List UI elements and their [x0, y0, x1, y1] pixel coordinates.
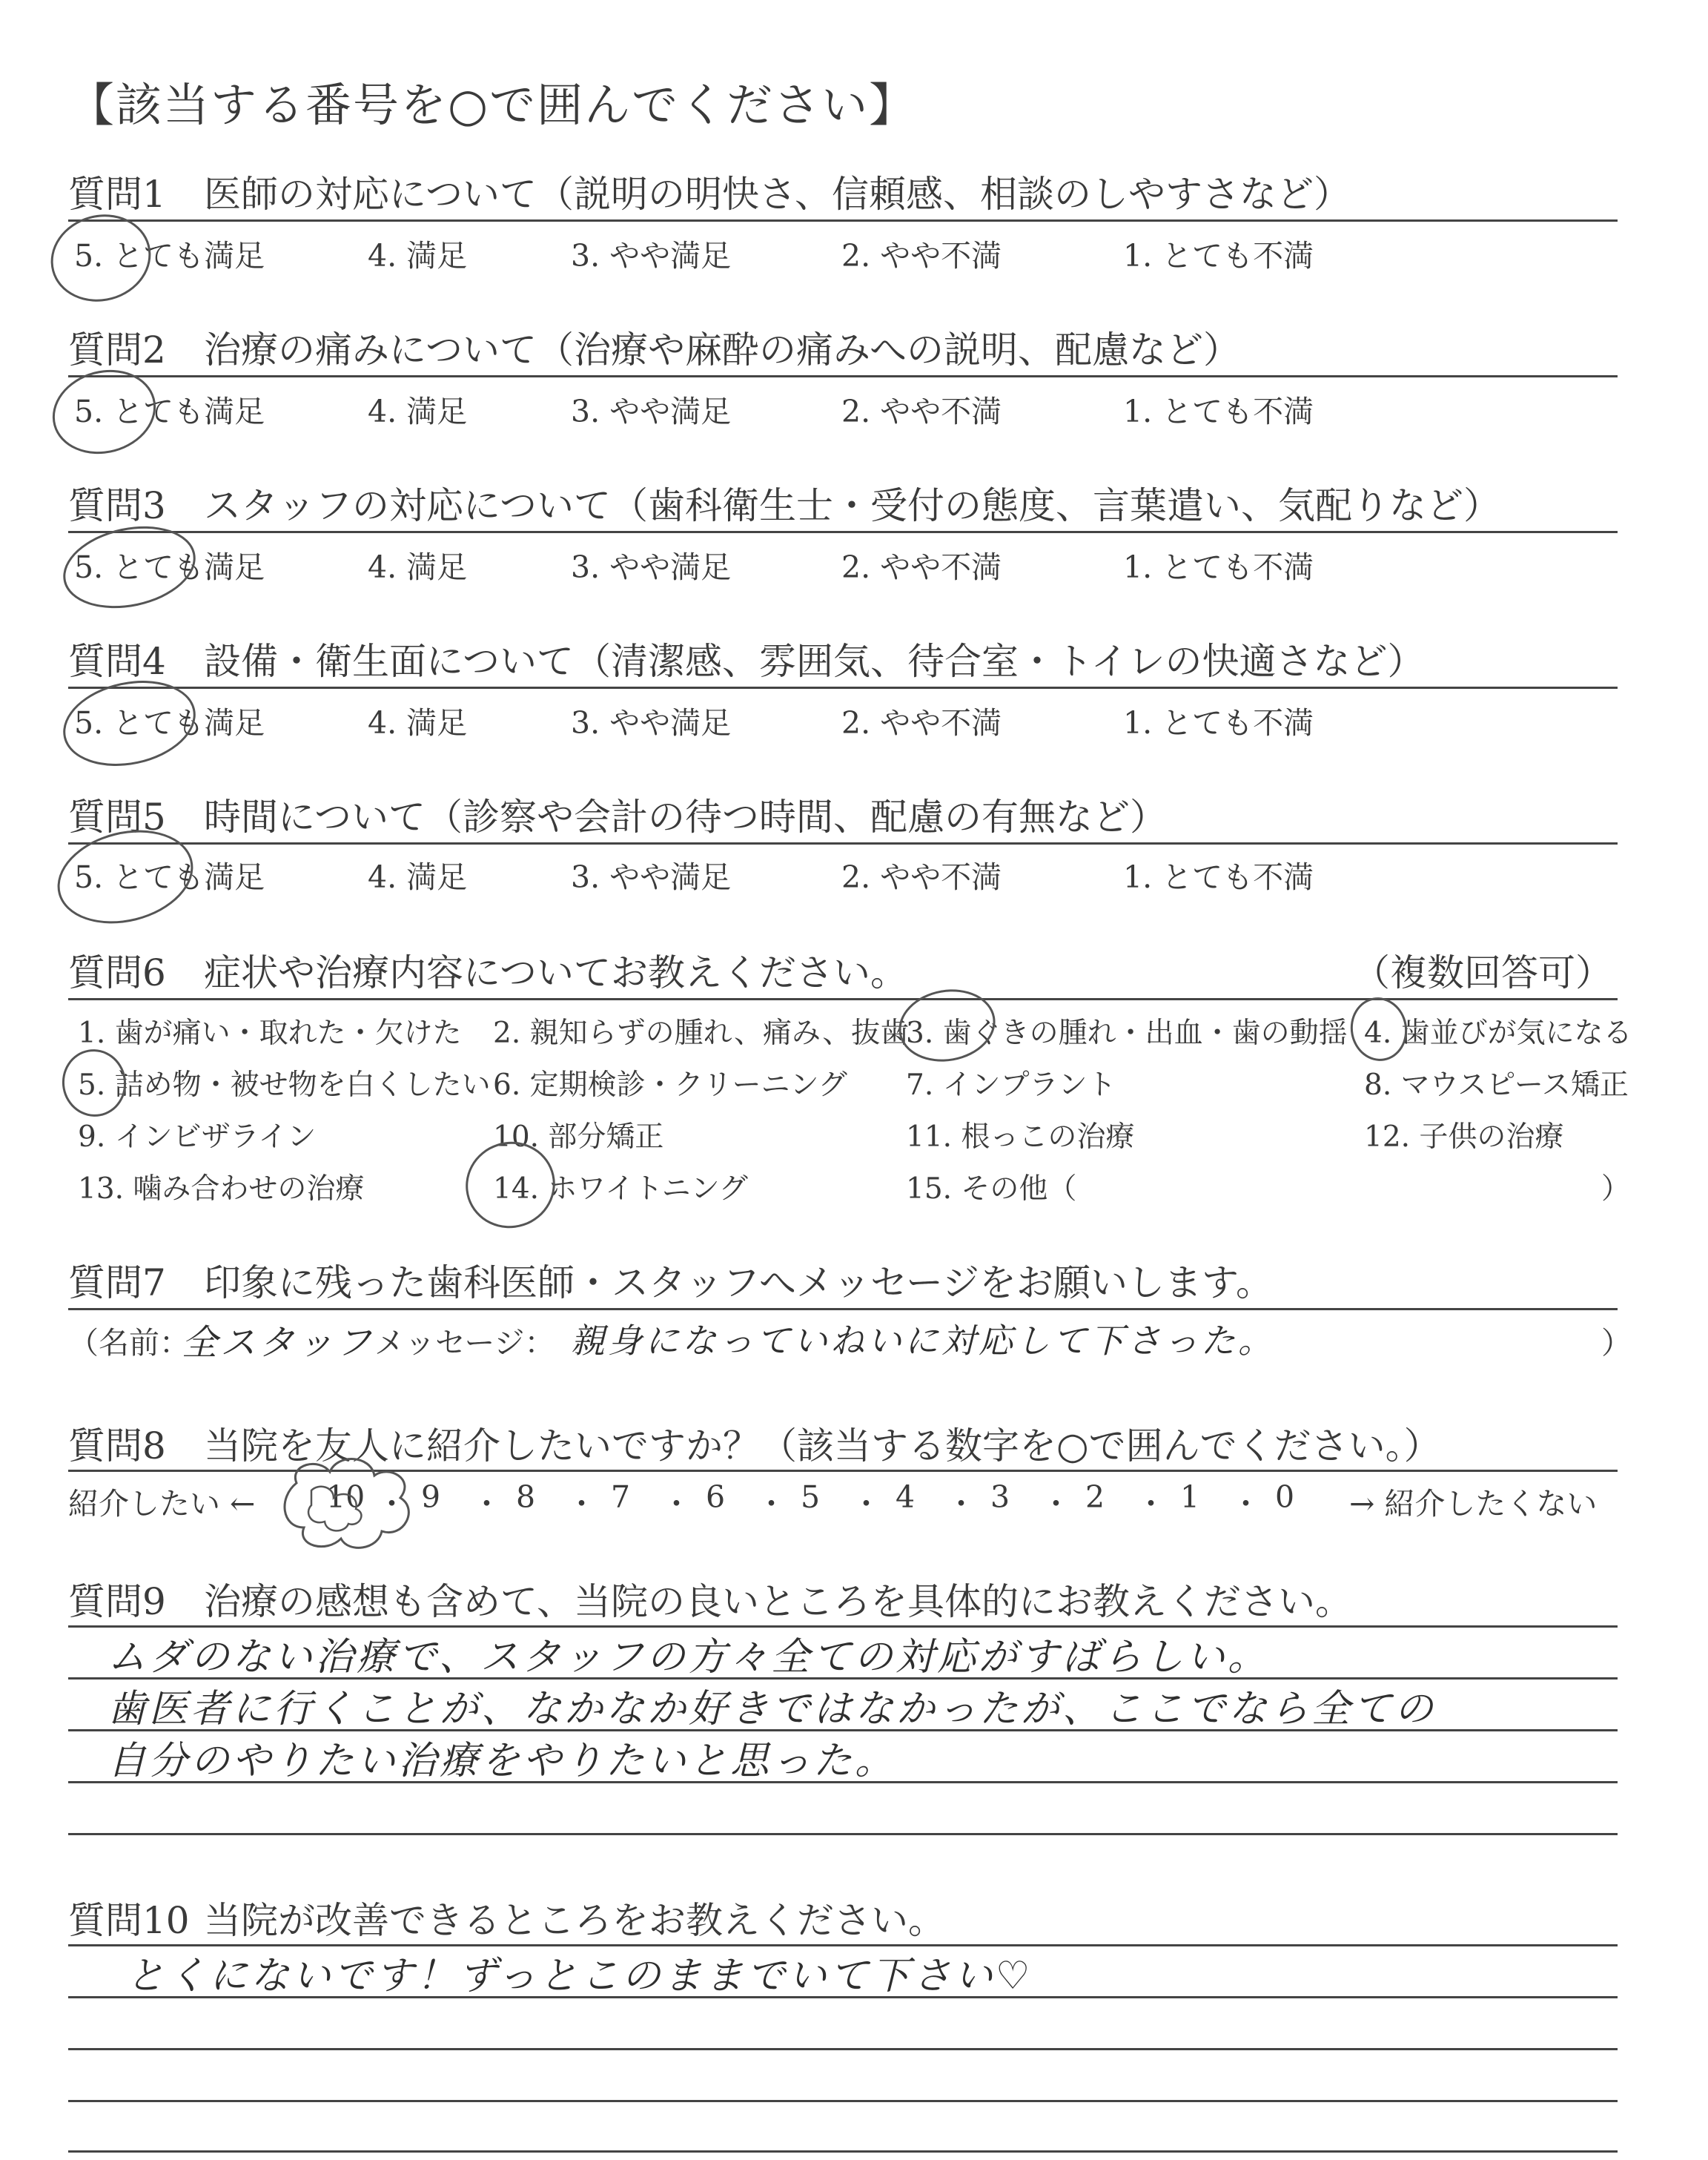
question-text: 設備・衛生面について（清潔感、雰囲気、待合室・トイレの快適さなど）	[204, 640, 1425, 683]
scale-separator: ・	[377, 1486, 407, 1522]
answer-line	[68, 2100, 1618, 2102]
scale-option-1[interactable]: 1	[1180, 1479, 1200, 1515]
option-1[interactable]: 1. とても不満	[1123, 238, 1314, 274]
checkbox-item-3[interactable]: 3. 歯ぐきの腫れ・出血・歯の動揺	[906, 1017, 1348, 1050]
scale-option-7[interactable]: 7	[611, 1479, 631, 1515]
scale-option-9[interactable]: 9	[421, 1479, 441, 1515]
option-2[interactable]: 2. やや不満	[841, 549, 1002, 585]
option-2[interactable]: 2. やや不満	[841, 859, 1002, 895]
option-4[interactable]: 4. 満足	[368, 705, 468, 741]
question-number: 質問4	[68, 640, 166, 683]
option-1[interactable]: 1. とても不満	[1123, 705, 1314, 741]
answer-line	[68, 2150, 1618, 2153]
divider	[68, 687, 1618, 689]
selection-circle	[1345, 993, 1412, 1066]
option-2[interactable]: 2. やや不満	[841, 238, 1002, 274]
handwritten-answer-line-1[interactable]: とくにないです！ずっとこのままでいて下さい♡	[126, 1954, 1033, 1998]
option-5[interactable]: 5. とても満足	[74, 394, 265, 429]
option-5[interactable]: 5. とても満足	[74, 705, 265, 741]
checkbox-item-2[interactable]: 2. 親知らずの腫れ、痛み、抜歯	[493, 1017, 910, 1050]
close-paren: ）	[1601, 1325, 1632, 1361]
checkbox-item-12[interactable]: 12. 子供の治療	[1364, 1120, 1564, 1154]
scale-separator: ・	[661, 1486, 692, 1522]
scale-separator: ・	[756, 1486, 787, 1522]
multiple-answer-note: （複数回答可）	[1353, 951, 1612, 994]
question-number: 質問10	[68, 1899, 190, 1942]
option-2[interactable]: 2. やや不満	[841, 705, 1002, 741]
option-4[interactable]: 4. 満足	[368, 549, 468, 585]
divider	[68, 1470, 1618, 1472]
question-text: 治療の感想も含めて、当院の良いところを具体的にお教えください。	[204, 1580, 1352, 1623]
checkbox-item-6[interactable]: 6. 定期検診・クリーニング	[493, 1069, 847, 1102]
option-4[interactable]: 4. 満足	[368, 238, 468, 274]
question-text: 症状や治療内容についてお教えください。	[204, 951, 907, 994]
checkbox-item-11[interactable]: 11. 根っこの治療	[906, 1120, 1135, 1154]
option-1[interactable]: 1. とても不満	[1123, 549, 1314, 585]
checkbox-item-14[interactable]: 14. ホワイトニング	[493, 1172, 748, 1206]
selection-circle	[57, 1044, 131, 1122]
question-text: 当院が改善できるところをお教えください。	[204, 1899, 945, 1942]
question-number: 質問3	[68, 484, 166, 527]
option-2[interactable]: 2. やや不満	[841, 394, 1002, 429]
option-3[interactable]: 3. やや満足	[571, 549, 732, 585]
question-number: 質問6	[68, 951, 166, 994]
handwritten-answer-line-2[interactable]: 歯医者に行くことが、なかなか好きではなかったが、ここでなら全ての	[107, 1687, 1437, 1731]
handwritten-answer-line-1[interactable]: ムダのない治療で、スタッフの方々全ての対応がすばらしい。	[107, 1635, 1269, 1680]
checkbox-item-10[interactable]: 10. 部分矯正	[493, 1120, 664, 1154]
scale-separator: ・	[851, 1486, 881, 1522]
option-5[interactable]: 5. とても満足	[74, 549, 265, 585]
scale-separator: ・	[1231, 1486, 1261, 1522]
option-4[interactable]: 4. 満足	[368, 859, 468, 895]
page-title: 【該当する番号を○で囲んでください】	[68, 78, 917, 132]
answer-line	[68, 2048, 1618, 2050]
question-number: 質問9	[68, 1580, 166, 1623]
question-number: 質問1	[68, 173, 166, 216]
scale-option-3[interactable]: 3	[990, 1479, 1010, 1515]
scale-option-2[interactable]: 2	[1085, 1479, 1105, 1515]
divider	[68, 1308, 1618, 1310]
message-label: メッセージ：	[374, 1325, 555, 1361]
recommend-scale	[326, 1479, 1327, 1524]
question-number: 質問2	[68, 328, 166, 371]
name-value[interactable]: 全スタッフ	[182, 1322, 375, 1364]
question-text: 医師の対応について（説明の明快さ、信頼感、相談のしやすさなど）	[204, 173, 1351, 216]
scale-right-label: → 紹介したくない	[1349, 1486, 1598, 1522]
handwritten-answer-line-3[interactable]: 自分のやりたい治療をやりたいと思った。	[107, 1739, 897, 1783]
checkbox-item-1[interactable]: 1. 歯が痛い・取れた・欠けた	[78, 1017, 462, 1050]
scale-separator: ・	[1041, 1486, 1071, 1522]
divider	[68, 375, 1618, 377]
question-text: 当院を友人に紹介したいですか？（該当する数字を○で囲んでください。）	[204, 1424, 1441, 1467]
scale-option-10[interactable]: 10	[326, 1479, 365, 1515]
checkbox-item-7[interactable]: 7. インプラント	[906, 1069, 1116, 1102]
checkbox-item-15[interactable]: 15. その他（	[906, 1172, 1077, 1206]
option-3[interactable]: 3. やや満足	[571, 859, 732, 895]
scale-option-6[interactable]: 6	[706, 1479, 726, 1515]
question-text: 時間について（診察や会計の待つ時間、配慮の有無など）	[204, 796, 1167, 839]
scale-option-5[interactable]: 5	[801, 1479, 821, 1515]
checkbox-item-13[interactable]: 13. 噛み合わせの治療	[78, 1172, 365, 1206]
scale-left-label: 紹介したい ←	[68, 1486, 256, 1522]
option-3[interactable]: 3. やや満足	[571, 238, 732, 274]
option-1[interactable]: 1. とても不満	[1123, 859, 1314, 895]
name-label: （名前：	[68, 1325, 190, 1361]
scale-separator: ・	[471, 1486, 502, 1522]
scale-separator: ・	[566, 1486, 597, 1522]
selection-circle	[893, 982, 1002, 1069]
scale-option-8[interactable]: 8	[516, 1479, 536, 1515]
other-close-paren: ）	[1601, 1172, 1631, 1206]
checkbox-item-8[interactable]: 8. マウスピース矯正	[1364, 1069, 1629, 1102]
scale-option-4[interactable]: 4	[896, 1479, 916, 1515]
option-4[interactable]: 4. 満足	[368, 394, 468, 429]
scale-option-0[interactable]: 0	[1275, 1479, 1295, 1515]
divider	[68, 531, 1618, 533]
option-3[interactable]: 3. やや満足	[571, 705, 732, 741]
message-value[interactable]: 親身になっていねいに対応して下さった。	[571, 1321, 1275, 1361]
scale-separator: ・	[1136, 1486, 1166, 1522]
option-1[interactable]: 1. とても不満	[1123, 394, 1314, 429]
answer-line	[68, 1833, 1618, 1835]
scale-separator: ・	[946, 1486, 976, 1522]
question-text: 治療の痛みについて（治療や麻酔の痛みへの説明、配慮など）	[204, 328, 1240, 371]
option-3[interactable]: 3. やや満足	[571, 394, 732, 429]
question-text: 印象に残った歯科医師・スタッフへメッセージをお願いします。	[204, 1261, 1273, 1304]
checkbox-item-5[interactable]: 5. 詰め物・被せ物を白くしたい	[78, 1069, 491, 1102]
selection-circle	[55, 669, 203, 777]
checkbox-item-9[interactable]: 9. インビザライン	[78, 1120, 317, 1154]
option-5[interactable]: 5. とても満足	[74, 238, 265, 274]
question-number: 質問8	[68, 1424, 166, 1467]
question-text: スタッフの対応について（歯科衛生士・受付の態度、言葉遣い、気配りなど）	[204, 484, 1500, 527]
option-5[interactable]: 5. とても満足	[74, 859, 265, 895]
divider	[68, 219, 1618, 222]
divider	[68, 842, 1618, 845]
question-number: 質問5	[68, 796, 166, 839]
question-number: 質問7	[68, 1261, 166, 1304]
checkbox-item-4[interactable]: 4. 歯並びが気になる	[1364, 1017, 1632, 1050]
